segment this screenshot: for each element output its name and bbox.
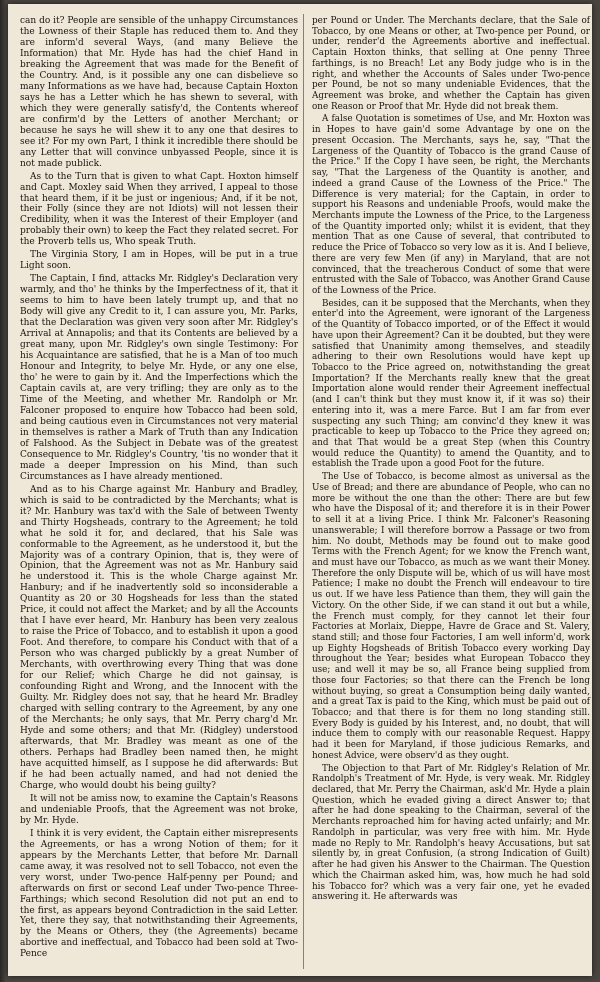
- left-paragraph-2: As to the Turn that is given to what Capt. Hoxton himself and Capt. Moxley said When they arrived, I appeal to those that heard them, if it be just or ingenious; And, if it be not, their Folly (since they are not Idiots) will not lessen their Credibility, when it was the Interest of their Employer (and probably their own) to keep the Fact they related secret. For the Proverb tells us, Who speak Truth.: [20, 171, 298, 248]
- column-rule: [303, 14, 304, 969]
- left-paragraph-1: can do it? People are sensible of the unhappy Circumstances the Lowness of their Staple has reduced them to. And they are inform'd several Ways, (and many Believe the Information) that Mr. Hyde has had the chief Hand in breaking the Agreement that was made for the Benefit of the Country. And, is it possible any one can disbelieve so many Informations as we have had, because Captain Hoxton says he has a Letter which he has shewn to several, with which they were generally satisfy'd, the Contents whereof are confirm'd by the Letters of another Merchant; or because he says he will shew it to any one that desires to see it? For my own Part, I think it incredible there should be any Letter that will convince unbyassed People, since it is not made publick.: [20, 16, 298, 169]
- right-paragraph-2: A false Quotation is sometimes of Use, and Mr. Hoxton was in Hopes to have gain'd some Advantage by one on the present Occasion. The Merchants, says he, say, "That the Largeness of the Quantity of Tobacco is the grand Cause of the Price." If the Copy I have seen, be right, the Merchants say, "That the Largeness of the Quantity is another, and indeed a grand Cause of the Lowness of the Price." The Difference is very material; for the Captain, in order to support his Reasons and undeniable Proofs, would make the Merchants impute the Lowness of the Price, to the Largeness of the Quantity imported only; whilst it is evident, that they mention That as one Cause of several, that contributed to reduce the Price of Tobacco so very low as it is. And I believe, there are very few Men (if any) in Maryland, that are not convinced, that the treacherous Conduct of some that were entrusted with the Sale of Tobacco, was Another Grand Cause of the Lowness of the Price.: [312, 114, 590, 296]
- newspaper-page: [8, 4, 592, 976]
- page-binding-shadow: [0, 0, 6, 982]
- left-paragraph-5: And as to his Charge against Mr. Hanbury and Bradley, which is said to be contradicted by the Merchants; what is it? Mr. Hanbury was tax'd with the Sale of between Twenty and Thirty Hogsheads, contrary to the Agreement; he told what he sold it for, and declared, that his Sale was conformable to the Agreement, as he understood it, but the Majority was of a contrary Opinion, that is, they were of Opinion, that the Agreement was not as Mr. Hanbury said he understood it. This is the whole Charge against Mr. Hanbury; and if he inadvertently sold so inconsiderable a Quantity as 20 or 30 Hogsheads for less than the stated Price, it could not affect the Market; and by all the Accounts that I have ever heard, Mr. Hanbury has been very zealous to raise the Price of Tobacco, and to establish it upon a good Foot. And therefore, to compare his Conduct with that of a Person who was charged publickly by a great Number of Merchants, with overthrowing every Thing that was done for our Relief; which Charge he did not gainsay, is confounding Right and Wrong, and the Innocent with the Guilty. Mr. Ridgley does not say, that he heard Mr. Bradley charged with selling contrary to the Agreement, by any one of the Merchants; he only says, that Mr. Perry charg'd Mr. Hyde and some others; and that Mr. (Ridgley) understood afterwards, that Mr. Bradley was meant as one of the others. Perhaps had Bradley been named then, he might have acquitted himself, as I suppose he did afterwards: But if he had been actually named, and had not denied the Charge, who would doubt his being guilty?: [20, 484, 298, 791]
- left-column: [20, 16, 298, 962]
- right-paragraph-1: per Pound or Under. The Merchants declare, that the Sale of Tobacco, by one Means or other, at Two-pence per Pound, or under, render'd the Agreements abortive and ineffectual. Captain Hoxton thinks, that selling at One penny Three farthings, is no Breach! Let any Body judge who is in the right, and whether the Accounts of Sales under Two-pence per Pound, be not so many undeniable Evidences, that the Agreement was broke, and whether the Captain has given one Reason or Proof that Mr. Hyde did not break them.: [312, 16, 590, 112]
- right-paragraph-3: Besides, can it be supposed that the Merchants, when they enter'd into the Agreement, were ignorant of the Largeness of the Quantity of Tobacco imported, or of the Effect it would have upon their Agreement? Can it be doubted, but they were satisfied that Unanimity among themselves, and steadily adhering to their own Resolutions would have kept up Tobacco to the Price agreed on, notwithstanding the great Importation? If the Merchants really knew that the great Importation alone would render their Agreement ineffectual (and I can't think but they must know it, if it was so) their entering into it, was a mere Farce. But I am far from ever suspecting any such Thing; am convinc'd they knew it was practicable to keep up Tobacco to the Price they agreed on; and that That would be a great Step (when this Country would reduce the Quantity) to amend the Quantity, and to establish the Trade upon a good Foot for the future.: [312, 298, 590, 470]
- left-paragraph-7: I think it is very evident, the Captain either misrepresents the Agreements, or has a wrong Notion of them; for it appears by the Merchants Letter, that before Mr. Darnall came away, it was resolved not to sell Tobacco, not even the very worst, under Two-pence Half-penny per Pound; and afterwards on first or second Leaf under Two-pence Three-Farthings; which second Resolution did not put an end to the first, as appears beyond Contradiction in the said Letter. Yet, there they say, that notwithstanding their Agreements, by the Means or Others, they (the Agreements) became abortive and ineffectual, and Tobacco had been sold at Two-Pence: [20, 828, 298, 960]
- left-paragraph-6: It will not be amiss now, to examine the Captain's Reasons and undeniable Proofs, that the Agreement was not broke, by Mr. Hyde.: [20, 793, 298, 826]
- left-paragraph-3: The Virginia Story, I am in Hopes, will be put in a true Light soon.: [20, 250, 298, 272]
- right-column: [312, 16, 590, 905]
- left-paragraph-4: The Captain, I find, attacks Mr. Ridgley's Declaration very warmly, and tho' he thinks by the Imperfectness of it, that it seems to him to have been lately trumpt up, and that no Body will give any Credit to it, I can assure you, Mr. Parks, that the Declaration was given very soon after Mr. Ridgley's Arrival at Annapolis; and that its Contents are believed by a great many, upon Mr. Ridgley's own single Testimony: For his Acquaintance are satisfied, that he is a Man of too much Honour and Integrity, to belye Mr. Hyde, or any one else, tho' he were to gain by it. And the Imperfections which the Captain cavils at, are very trifling; they are only as to the Time of the Meeting, and whether Mr. Randolph or Mr. Falconer proposed to enquire how Tobacco had been sold, and being cautious even in Circumstances not very material in themselves is rather a Mark of Truth than any Indication of Falshood. As the Subject in Debate was of the greatest Consequence to Mr. Ridgley's Country, 'tis no wonder that it made a deeper Impression on his Mind, than such Circumstances as I have already mentioned.: [20, 274, 298, 482]
- right-paragraph-5: The Objection to that Part of Mr. Ridgley's Relation of Mr. Randolph's Treatment of Mr. Hyde, is very weak. Mr. Ridgley declared, that Mr. Perry the Chairman, ask'd Mr. Hyde a plain Question, which he evaded giving a direct Answer to; that after he had done speaking to the Chairman, several of the Merchants reproached him for having acted unfairly; and Mr. Randolph in particular, was very free with him. Mr. Hyde made no Reply to Mr. Randolph's heavy Accusations, but sat silently by, in great Confusion, (a strong Indication of Guilt) after he had given his Answer to the Chairman. The Question which the Chairman asked him, was, how much he had sold his Tobacco for? which was a very fair one, yet he evaded answering it. He afterwards was: [312, 763, 590, 903]
- right-paragraph-4: The Use of Tobacco, is become almost as universal as the Use of Bread; and there are abundance of People, who can no more be without the one than the other: There are but few who have the Disposal of it; and therefore it is in their Power to sell it at a living Price. I think Mr. Falconer's Reasoning unanswerable; I will therefore borrow a Passage or two from him. No doubt, Methods may be found out to make good Terms with the French Agent; for we know the French want, and must have our Tobacco, as much as we want their Money. Therefore the only Dispute will be, which of us will have most Patience; I make no doubt the French will endeavour to tire us out. If we have less Patience than them, they will gain the Victory. On the other Side, if we can stand it out but a while, the French must comply, for they cannot let their four Factories at Morlaix, Dieppe, Havre de Grace and St. Valery, stand still; and those four Factories, I am well inform'd, work up Eighty Hogsheads of British Tobacco every working Day throughout the Year; besides what European Tobacco they use; and well it may be so, all France being supplied from those four Factories; so that there can the French be long without buying, so great a Consumption being daily wanted, and a great Tax is paid to the King, which must be paid out of Tobacco; and that there is for them no long standing still. Every Body is guided by his Interest, and, no doubt, that will induce them to comply with our reasonable Request. Happy had it been for Maryland, if those judicious Remarks, and honest Advice, were observ'd as they ought.: [312, 472, 590, 761]
